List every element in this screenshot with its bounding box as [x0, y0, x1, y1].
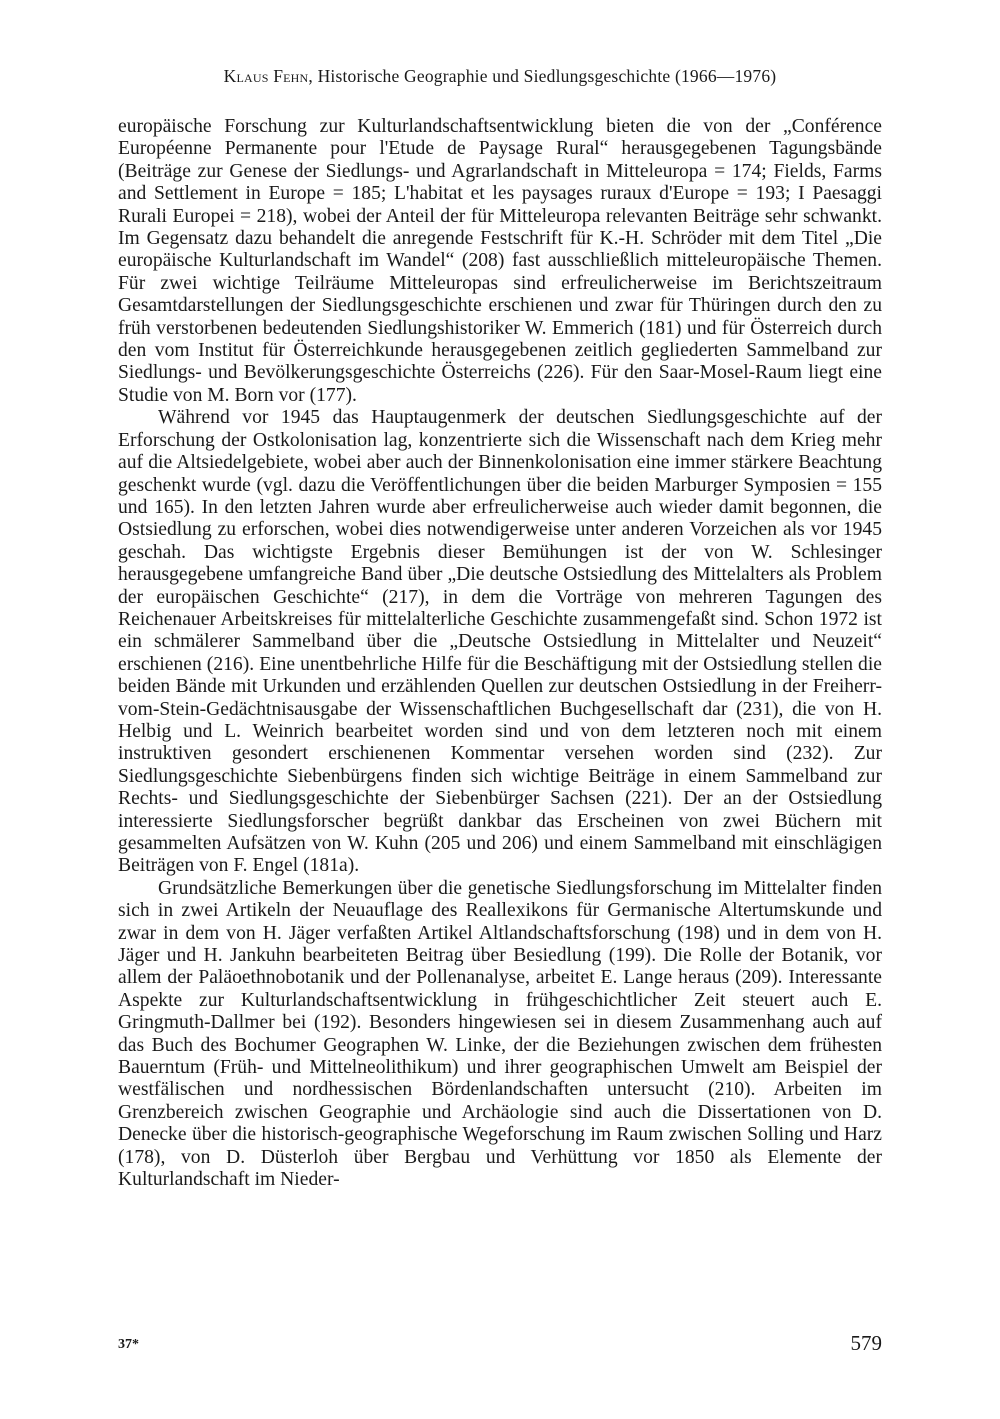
running-head: [118, 66, 882, 87]
page-number: 579: [850, 1331, 882, 1355]
paragraph-1: europäische Forschung zur Kulturlandschaftsentwicklung bieten die von der „Conférence Européenne Permanente pour l'Etude de Paysage Rural“ herausgegebenen Tagungsbände (Beiträge zur Genese der Siedlungs- und Agrarlandschaft in Mitteleuropa = 174; Fields, Farms and Settlement in Europe = 185; L'habitat et les paysages ruraux d'Europe = 193; I Paesaggi Rurali Europei = 218), wobei der Anteil der für Mitteleuropa relevanten Beiträge sehr schwankt. Im Gegensatz dazu behandelt die anregende Festschrift für K.-H. Schröder mit dem Titel „Die europäische Kulturlandschaft im Wandel“ (208) fast ausschließlich mitteleuropäische Themen. Für zwei wichtige Teilräume Mitteleuropas sind erfreulicherweise im Berichtszeitraum Gesamtdarstellungen der Siedlungsgeschichte erschienen und zwar für Thüringen durch den zu früh verstorbenen bedeutenden Siedlungshistoriker W. Emmerich (181) und für Österreich durch den vom Institut für Österreichkunde herausgegebenen zeitlich gegliederten Sammelband zur Siedlungs- und Bevölkerungsgeschichte Österreichs (226). Für den Saar-Mosel-Raum liegt eine Studie von M. Born vor (177).: [118, 116, 882, 406]
signature-mark: 37*: [118, 1337, 139, 1352]
paragraph-3: Grundsätzliche Bemerkungen über die genetische Siedlungsforschung im Mittelalter finden sich in zwei Artikeln der Neuauflage des Reallexikons für Germanische Altertumskunde und zwar in dem von H. Jäger verfaßten Artikel Altlandschaftsforschung (198) und in dem von H. Jäger und H. Jankuhn bearbeiteten Beitrag über Besiedlung (199). Die Rolle der Botanik, vor allem der Paläoethnobotanik und der Pollenanalyse, arbeitet E. Lange heraus (209). Interessante Aspekte zur Kulturlandschaftsentwicklung in frühgeschichtlicher Zeit steuert auch E. Gringmuth-Dallmer bei (192). Besonders hingewiesen sei in diesem Zusammenhang auch auf das Buch des Bochumer Geographen W. Linke, der die Beziehungen zwischen dem frühesten Bauerntum (Früh- und Mittelneolithikum) und ihrer geographischen Umwelt am Beispiel der westfälischen und nordhessischen Bördenlandschaften untersucht (210). Arbeiten im Grenzbereich zwischen Geographie und Archäologie sind auch die Dissertationen von D. Denecke über die historisch-geographische Wegeforschung im Raum zwischen Solling und Harz (178), von D. Düsterloh über Bergbau und Verhüttung vor 1850 als Elemente der Kulturlandschaft im Nieder-: [118, 877, 882, 1191]
page-footer: [118, 1331, 882, 1359]
paragraph-2: Während vor 1945 das Hauptaugenmerk der deutschen Siedlungsgeschichte auf der Erforschung der Ostkolonisation lag, konzentrierte sich die Wissenschaft nach dem Krieg mehr auf die Altsiedelgebiete, wobei aber auch der Binnenkolonisation eine immer stärkere Beachtung geschenkt wurde (vgl. dazu die Veröffentlichungen über die beiden Marburger Symposien = 155 und 165). In den letzten Jahren wurde aber erfreulicherweise auch wieder damit begonnen, die Ostsiedlung zu erforschen, wobei dies notwendigerweise unter anderen Vorzeichen als vor 1945 geschah. Das wichtigste Ergebnis dieser Bemühungen ist der von W. Schlesinger herausgegebene umfangreiche Band über „Die deutsche Ostsiedlung des Mittelalters als Problem der europäischen Geschichte“ (217), in dem die Vorträge von mehreren Tagungen des Reichenauer Arbeitskreises für mittelalterliche Geschichte zusammengefaßt sind. Schon 1972 ist ein schmälerer Sammelband über die „Deutsche Ostsiedlung in Mittelalter und Neuzeit“ erschienen (216). Eine unentbehrliche Hilfe für die Beschäftigung mit der Ostsiedlung stellen die beiden Bände mit Urkunden und erzählenden Quellen zur deutschen Ostsiedlung in der Freiherr-vom-Stein-Gedächtnisausgabe der Wissenschaftlichen Buchgesellschaft dar (231), die von H. Helbig und L. Weinrich bearbeitet worden sind und von dem letzteren noch mit einem instruktiven gesondert erschienenen Kommentar versehen worden sind (232). Zur Siedlungsgeschichte Siebenbürgens finden sich wichtige Beiträge in einem Sammelband zur Rechts- und Siedlungsgeschichte der Siebenbürger Sachsen (221). Der an der Ostsiedlung interessierte Siedlungsforscher begrüßt dankbar das Erscheinen von zwei Büchern mit gesammelten Aufsätzen von W. Kuhn (205 und 206) und einem Sammelband mit einschlägigen Beiträgen von F. Engel (181a).: [118, 407, 882, 877]
body-text: [118, 116, 882, 1192]
header-author: Klaus Fehn: [223, 66, 309, 86]
header-title: , Historische Geographie und Siedlungsgeschichte (1966—1976): [308, 66, 777, 86]
